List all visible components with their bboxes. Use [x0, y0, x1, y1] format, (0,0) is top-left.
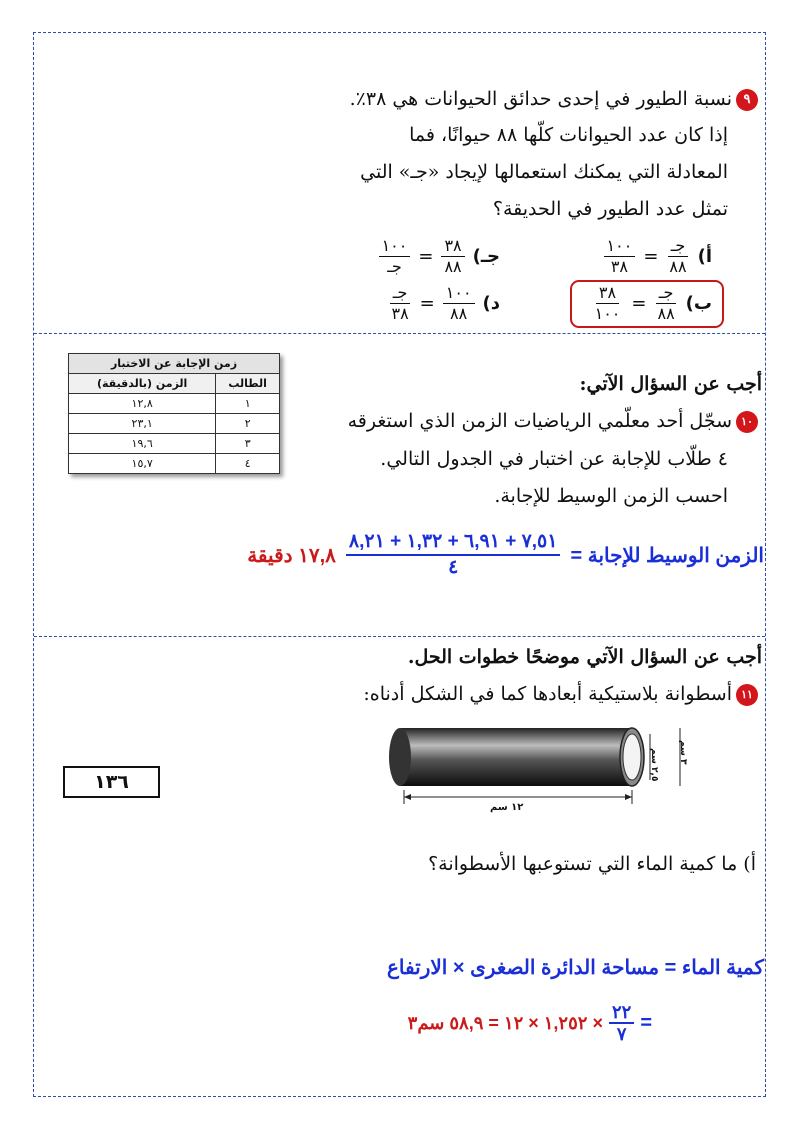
q11-calculation: = $\frac{٢٢}{٧}$ × ١,٢٥٢ × ١٢ = ٥٨,٩ سم٣ [407, 1002, 652, 1044]
outer-diameter-label: ٣ سم [678, 740, 688, 765]
q11-calc-fraction: $\frac{٢٢}{٧}$ [609, 1002, 634, 1044]
q11-part-a: أ) ما كمية الماء التي تستوعبها الأسطوانة؟ [428, 853, 756, 875]
q9-line-2: إذا كان عدد الحيوانات كلّها ٨٨ حيوانًا، فما [409, 124, 728, 146]
section-divider [34, 333, 765, 334]
q9-line-1: ٩نسبة الطيور في إحدى حدائق الحيوانات هي ٣٨٪. [350, 88, 758, 111]
length-label: ١٢ سم [490, 802, 524, 813]
q10-line-1: ١٠سجّل أحد معلّمي الرياضيات الزمن الذي استغرقه [348, 410, 758, 433]
table-row: ٢ ٢٣,١ [69, 414, 280, 434]
page-number: ١٣٦ [63, 766, 160, 798]
cylinder-back-end [389, 728, 411, 786]
q9-line-3: المعادلة التي يمكنك استعمالها لإيجاد «جـ» التي [360, 161, 728, 183]
q9-option-d[interactable]: د) $\frac{١٠٠}{٨٨}$ = $\frac{\text{جـ}}{٣٨}$ [391, 283, 500, 323]
table-row: ٣ ١٩,٦ [69, 434, 280, 454]
q10-answer [247, 530, 764, 580]
q10-line-3: احسب الزمن الوسيط للإجابة. [494, 485, 728, 507]
cylinder-hole [623, 734, 641, 780]
q10-answer-result: ١٧,٨ دقيقة [247, 544, 336, 567]
q11-formula: كمية الماء = مساحة الدائرة الصغرى × الارتفاع [387, 957, 764, 979]
table-caption: زمن الإجابة عن الاختبار [69, 354, 280, 374]
q9-number-badge: ٩ [736, 89, 758, 111]
response-time-table [68, 353, 280, 474]
table-header-time: الزمن (بالدقيقة) [69, 374, 216, 394]
q11-intro: أجب عن السؤال الآتي موضحًا خطوات الحل. [407, 646, 762, 668]
q10-line-2: ٤ طلّاب للإجابة عن اختبار في الجدول التالي. [380, 448, 728, 470]
table-row: ٤ ١٥,٧ [69, 454, 280, 474]
table-row: ١ ١٢,٨ [69, 394, 280, 414]
q9-option-a[interactable]: أ) $\frac{\text{جـ}}{٨٨}$ = $\frac{١٠٠}{٣٨}$ [604, 236, 712, 277]
table-header-student: الطالب [216, 374, 280, 394]
q11-number-badge: ١١ [736, 684, 758, 706]
q10-number-badge: ١٠ [736, 411, 758, 433]
q10-answer-label: الزمن الوسيط للإجابة = [570, 544, 764, 567]
q9-option-c[interactable]: جـ) $\frac{٣٨}{٨٨}$ = $\frac{١٠٠}{\text{جـ}}$ [379, 236, 500, 277]
q10-answer-fraction: $\frac{٧,٥١ + ٦,٩١ + ١,٣٢ + ٨,٢١}{٤}$ [346, 530, 561, 580]
inner-diameter-label: ٢,٥ سم [649, 748, 659, 782]
q11-line-1: ١١أسطوانة بلاستيكية أبعادها كما في الشكل أدناه: [363, 683, 758, 706]
q10-intro: أجب عن السؤال الآتي: [579, 373, 762, 395]
section-divider [34, 636, 765, 637]
cylinder-body [400, 728, 632, 786]
q9-line-4: تمثل عدد الطيور في الحديقة؟ [492, 198, 728, 220]
q9-option-b[interactable]: ب) $\frac{\text{جـ}}{٨٨}$ = $\frac{٣٨}{١٠٠}$ [594, 283, 712, 323]
cylinder-figure [380, 722, 690, 818]
q11-calc-result: × ١,٢٥٢ × ١٢ = ٥٨,٩ سم٣ [407, 1012, 603, 1033]
